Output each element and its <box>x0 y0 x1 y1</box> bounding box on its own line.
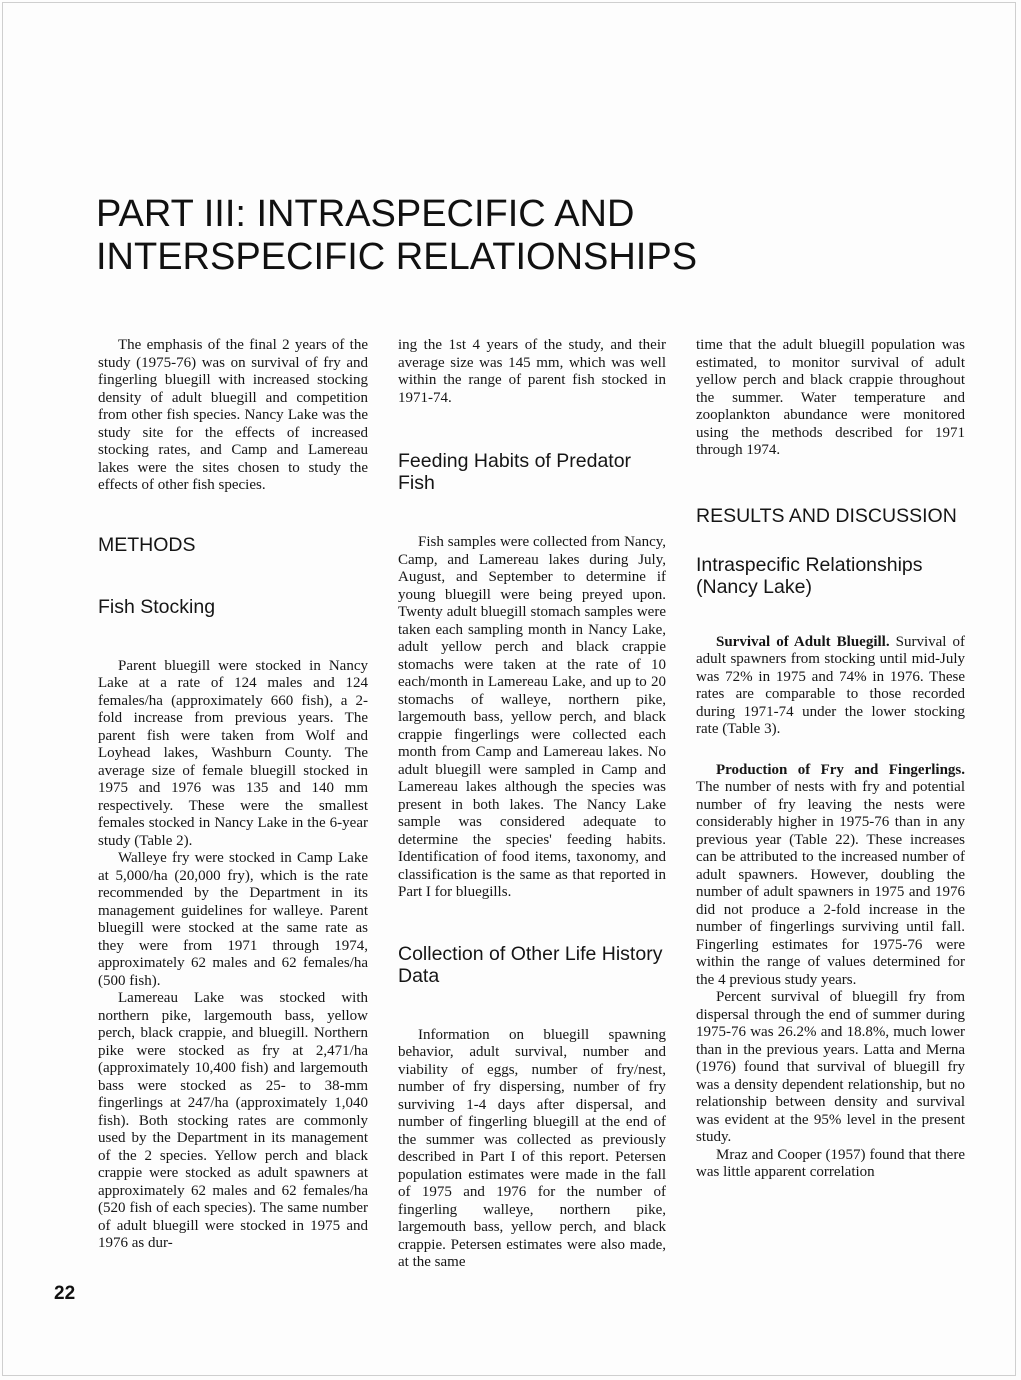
feeding-habits-heading: Feeding Habits of Predator Fish <box>398 450 632 494</box>
collection-paragraph: Information on bluegill spawning behavior, adult survival, number and viability of eggs, number of fry/nest, number of fry dispersing, number of fry surviving 1-4 days after dispersal, and number of fingerling bluegill at the end of the summer was collected as previously described in Part I of this report. Petersen population estimates were made in the fall of 1975 and 1976 for the number of fingerling walleye, northern pike, largemouth bass, yellow perch, and black crappie. Petersen estimates were also made, at the same <box>398 1026 666 1270</box>
stocking-paragraph-1: Parent bluegill were stocked in Nancy Lake at a rate of 124 males and 124 females/ha (approximately 660 fish), a 2-fold increase from previous years. The parent fish were taken from Wolf and Loyhead lakes, Washburn County. The average size of female bluegill stocked in 1975 and 1976 was 135 and 140 mm respectively. These were the smallest females stocked in Nancy Lake in the 6-year study (Table 2). <box>98 657 368 849</box>
production-paragraph <box>696 762 965 990</box>
survival-text: Survival of adult spawners from stocking until mid-July was 72% in 1975 and 74% in 1976. These rates are comparable to those recorded during 1971-74 under the lower stocking rate (Table 3). <box>696 633 966 737</box>
column-1 <box>98 337 368 1253</box>
page-title <box>96 193 896 279</box>
title-line-2: INTERSPECIFIC RELATIONSHIPS <box>96 236 698 278</box>
title-line-1: PART III: INTRASPECIFIC AND <box>96 193 635 235</box>
feeding-paragraph: Fish samples were collected from Nancy, Camp, and Lamereau lakes during July, August, and September to determine if young bluegill were being preyed upon. Twenty adult bluegill stomach samples were taken each sampling month in Nancy Lake, adult yellow perch and black crappie stomachs were taken at the rate of 10 each/month in Lamereau Lake, and up to 20 stomachs of walleye, northern pike, largemouth bass, yellow perch, and black crappie fingerlings were collected each month from Camp and Lamereau lakes. No adult bluegill were sampled in Camp and Lamereau lakes although the species was present in both lakes. The Nancy Lake sample was considered adequate to determine the species' feeding habits. Identification of food items, taxonomy, and classification is the same as that reported in Part I for bluegills. <box>398 534 666 900</box>
collection-heading: Collection of Other Life History Data <box>398 942 663 987</box>
column-3 <box>696 337 965 1182</box>
mraz-cooper-paragraph: Mraz and Cooper (1957) found that there was little apparent correlation <box>696 1146 965 1180</box>
survival-paragraph <box>696 634 965 739</box>
survival-run-in-heading: Survival of Adult Bluegill. <box>716 633 890 650</box>
stocking-paragraph-3: Lamereau Lake was stocked with northern pike, largemouth bass, yellow perch, black crappie, and bluegill. Northern pike were stocked as fry at 2,471/ha (approximately 10,400 fish) and largemouth bass were stocked as 25- to 38-mm fingerlings at 247/ha (approximately 1,040 fish). Both stocking rates are commonly used by the Department in its management of the 2 species. Yellow perch and black crappie were stocked as adult spawners at approximately 62 males and 62 females/ha (520 fish of each species). The same number of adult bluegill were stocked in 1975 and 1976 as dur- <box>98 990 368 1251</box>
methods-heading: METHODS <box>98 533 196 556</box>
production-run-in-heading: Production of Fry and Fingerlings. <box>716 761 965 778</box>
fish-stocking-heading: Fish Stocking <box>98 595 216 618</box>
continuation-paragraph: ing the 1st 4 years of the study, and their average size was 145 mm, which was well within the range of parent fish stocked in 1971-74. <box>398 337 666 406</box>
intro-paragraph: The emphasis of the final 2 years of the study (1975-76) was on survival of fry and fingerling bluegill with increased stocking density of adult bluegill and competition from other fish species. Nancy Lake was the study site for the effects of increased stocking rates, and Camp and Lamereau lakes were the sites chosen to study the effects of other fish species. <box>98 337 368 493</box>
results-heading: RESULTS AND DISCUSSION <box>696 504 957 527</box>
stocking-paragraph-2: Walleye fry were stocked in Camp Lake at 5,000/ha (20,000 fry), which is the rate recommended by the Department in its management guidelines for walleye. Parent bluegill were stocked at the same rate as they were from 1971 through 1974, approximately 62 males and 62 females/ha (500 fish). <box>98 850 368 989</box>
continuation-paragraph: time that the adult bluegill population was estimated, to monitor survival of adult yellow perch and black crappie throughout the summer. Water temperature and zooplankton abundance were monitored using the methods described for 1971 through 1974. <box>696 337 965 458</box>
column-2 <box>398 337 666 1272</box>
intraspecific-heading: Intraspecific Relationships (Nancy Lake) <box>696 553 923 598</box>
production-text: The number of nests with fry and potential number of fry leaving the nests were considerably higher in 1975-76 than in any previous year (Table 22). These increases can be attributed to the increased number of adult spawners. However, doubling the number of adult spawners in 1975 and 1976 did not produce a 2-fold increase in the number of fingerlings surviving until fall. Fingerling estimates for 1975-76 were within the range of values determined for the 4 previous study years. <box>696 779 965 988</box>
percent-survival-paragraph: Percent survival of bluegill fry from dispersal through the end of summer during 1975-76 was 26.2% and 18.8%, much lower than in the previous years. Latta and Merna (1976) found that survival of bluegill fry was a density dependent relationship, but no relationship between density and survival was evident at the 95% level in the present study. <box>696 989 965 1145</box>
page-number: 22 <box>54 1283 76 1304</box>
